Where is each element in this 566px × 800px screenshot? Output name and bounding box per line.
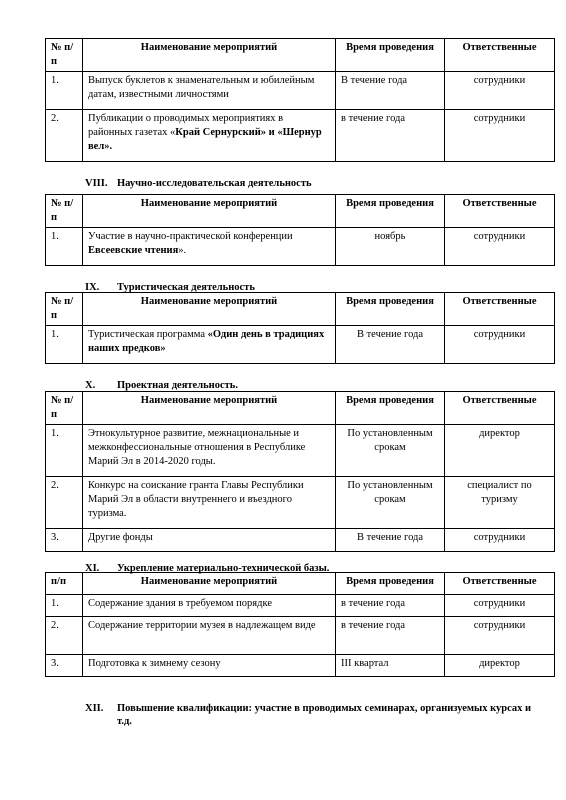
header-num: № п/п: [46, 39, 83, 72]
header-resp: Ответственные: [445, 573, 555, 595]
header-resp: Ответственные: [445, 39, 555, 72]
table-header-row: [46, 573, 555, 595]
events-table-tourism: [45, 292, 555, 364]
row-time: В течение года: [336, 326, 445, 364]
row-resp: директор: [445, 655, 555, 677]
row-resp: сотрудники: [445, 228, 555, 266]
row-name: Выпуск буклетов к знаменательным и юбилейным датам, известными личностями: [83, 72, 336, 110]
row-name-bold: «Один день в традициях наших предков»: [88, 329, 325, 354]
row-resp: специалист по туризму: [445, 477, 555, 529]
section-title: Укрепление материально-технической базы.: [117, 563, 330, 574]
header-resp: Ответственные: [445, 195, 555, 228]
table-header-row: [46, 39, 555, 72]
events-table-projects: [45, 391, 555, 552]
table-header-row: [46, 392, 555, 425]
table-row: [46, 655, 555, 677]
row-resp: сотрудники: [445, 72, 555, 110]
row-num: 2.: [46, 477, 83, 529]
section-numeral: VIII.: [85, 178, 108, 189]
table-row: [46, 617, 555, 655]
row-time: в течение года: [336, 595, 445, 617]
table-header-row: [46, 293, 555, 326]
events-table-publications: [45, 38, 555, 162]
row-name-bold: Край Сернурский» и «Шернур вел».: [88, 127, 322, 152]
row-num: 2.: [46, 617, 83, 655]
row-name: Подготовка к зимнему сезону: [83, 655, 336, 677]
table-header-row: [46, 195, 555, 228]
row-name: Содержание территории музея в надлежащем виде: [83, 617, 336, 655]
row-time: в течение года: [336, 617, 445, 655]
row-name-text: Туристическая программа: [88, 329, 208, 340]
row-time: III квартал: [336, 655, 445, 677]
section-numeral: X.: [85, 380, 96, 391]
table-row: [46, 529, 555, 552]
row-time: В течение года: [336, 529, 445, 552]
header-name: Наименование мероприятий: [83, 573, 336, 595]
section-title: Туристическая деятельность: [117, 282, 255, 293]
row-num: 3.: [46, 529, 83, 552]
row-time: ноябрь: [336, 228, 445, 266]
row-num: 2.: [46, 110, 83, 162]
header-name: Наименование мероприятий: [83, 392, 336, 425]
table-row: [46, 326, 555, 364]
section-heading-8: [85, 177, 312, 190]
row-resp: директор: [445, 425, 555, 477]
table-row: [46, 228, 555, 266]
row-resp: сотрудники: [445, 595, 555, 617]
row-time: По установленным срокам: [336, 477, 445, 529]
row-resp: сотрудники: [445, 617, 555, 655]
header-name: Наименование мероприятий: [83, 195, 336, 228]
row-time: По установленным срокам: [336, 425, 445, 477]
row-resp: сотрудники: [445, 110, 555, 162]
row-num: 1.: [46, 228, 83, 266]
table-row: [46, 425, 555, 477]
table-row: [46, 595, 555, 617]
header-name: Наименование мероприятий: [83, 39, 336, 72]
header-time: Время проведения: [336, 293, 445, 326]
section-title: Проектная деятельность.: [117, 380, 238, 391]
row-time: в течение года: [336, 110, 445, 162]
header-num: № п/п: [46, 195, 83, 228]
section-numeral: XII.: [85, 703, 104, 714]
table-row: [46, 110, 555, 162]
events-table-research: [45, 194, 555, 266]
header-resp: Ответственные: [445, 392, 555, 425]
row-num: 3.: [46, 655, 83, 677]
section-numeral: IX.: [85, 282, 100, 293]
section-heading-12: [85, 702, 535, 728]
row-resp: сотрудники: [445, 529, 555, 552]
row-num: 1.: [46, 72, 83, 110]
events-table-facilities: [45, 572, 555, 677]
row-name-bold: Евсеевские чтения: [88, 245, 179, 256]
row-name: Содержание здания в требуемом порядке: [83, 595, 336, 617]
row-name-text: Публикации о проводимых мероприятиях в районных газетах «: [88, 113, 284, 138]
row-name-tail: ».: [178, 245, 187, 256]
row-num: 1.: [46, 326, 83, 364]
row-name: [83, 326, 336, 364]
header-time: Время проведения: [336, 573, 445, 595]
row-name: Этнокультурное развитие, межнациональные и межконфессиональные отношения в Республике Марий Эл в 2014-2020 годы.: [83, 425, 336, 477]
section-numeral: XI.: [85, 563, 100, 574]
row-num: 1.: [46, 425, 83, 477]
table-row: [46, 72, 555, 110]
header-time: Время проведения: [336, 195, 445, 228]
row-name: Другие фонды: [83, 529, 336, 552]
header-resp: Ответственные: [445, 293, 555, 326]
header-time: Время проведения: [336, 39, 445, 72]
row-resp: сотрудники: [445, 326, 555, 364]
section-title: Повышение квалификации: участие в проводимых семинарах, организуемых курсах и т.д.: [117, 703, 532, 727]
row-name: Конкурс на соискание гранта Главы Республики Марий Эл в области внутреннего и въездного туризма.: [83, 477, 336, 529]
section-title: Научно-исследовательская деятельность: [117, 178, 312, 189]
row-name-text: Участие в научно-практической конференции: [88, 231, 293, 242]
header-name: Наименование мероприятий: [83, 293, 336, 326]
table-row: [46, 477, 555, 529]
row-name: [83, 228, 336, 266]
row-name: [83, 110, 336, 162]
row-time: В течение года: [336, 72, 445, 110]
header-num: № п/п: [46, 392, 83, 425]
header-num: № п/п: [46, 293, 83, 326]
header-time: Время проведения: [336, 392, 445, 425]
row-num: 1.: [46, 595, 83, 617]
header-num: п/п: [46, 573, 83, 595]
